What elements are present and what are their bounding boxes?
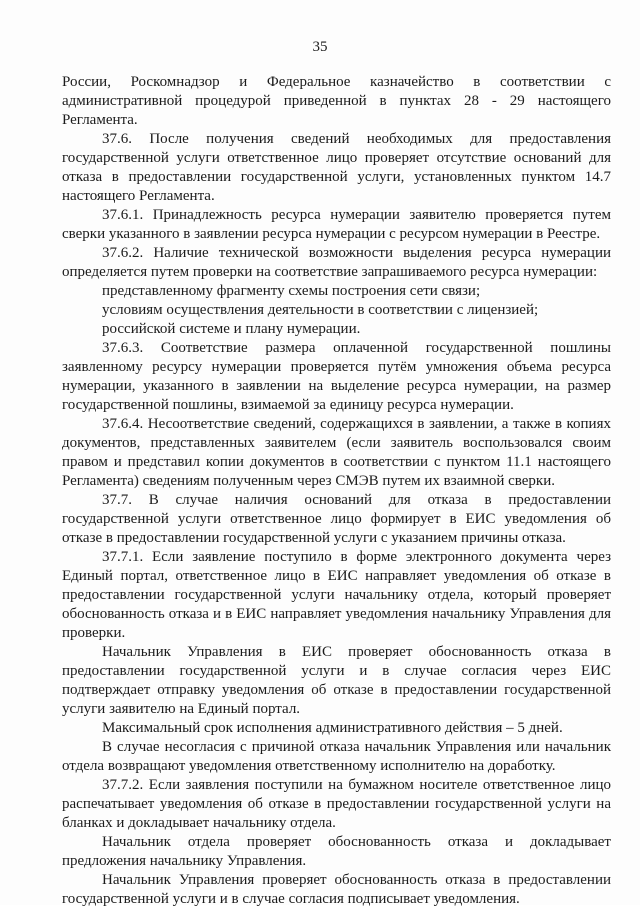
paragraph-37-6-4: 37.6.4. Несоответствие сведений, содержащихся в заявлении, а также в копиях документов, представленных заявителем (если заявитель воспользовался своим правом и представил копии документов в соответствии с пунктом 11.1 настоящего Регламента) сведениям полученным через СМЭВ путем их взаимной сверки. (62, 416, 611, 489)
paragraph-37-7: 37.7. В случае наличия оснований для отказа в предоставлении государственной услуги ответственное лицо формирует в ЕИС уведомления об отказе в предоставлении государственной услуги с указанием причины отказа. (62, 492, 611, 546)
paragraph-37-6-1: 37.6.1. Принадлежность ресурса нумерации заявителю проверяется путем сверки указанного в заявлении ресурса нумерации с ресурсом нумерации в Реестре. (62, 207, 611, 242)
paragraph-management-head: Начальник Управления проверяет обоснованность отказа в предоставлении государственной услуги и в случае согласия подписывает уведомления. (62, 872, 611, 907)
paragraph-head-check: Начальник Управления в ЕИС проверяет обоснованность отказа в предоставлении государственной услуги и в случае согласия через ЕИС подтверждает отправку уведомления об отказе в предоставлении государственной услуги заявителю на Единый портал. (62, 644, 611, 717)
paragraph-37-7-1: 37.7.1. Если заявление поступило в форме электронного документа через Единый портал, ответственное лицо в ЕИС направляет уведомления об отказе в предоставлении государственной услуги начальнику отдела, который проверяет обоснованность отказа и в ЕИС направляет уведомления начальнику Управления для проверки. (62, 549, 611, 641)
paragraph-department-head: Начальник отдела проверяет обоснованность отказа и докладывает предложения начальнику Управления. (62, 834, 611, 869)
paragraph-37-7-2: 37.7.2. Если заявления поступили на бумажном носителе ответственное лицо распечатывает уведомления об отказе в предоставлении государственной услуги на бланках и докладывает начальнику отдела. (62, 777, 611, 831)
list-item-numbering-plan: российской системе и плану нумерации. (102, 321, 361, 337)
list-item-license-conditions: условиям осуществления деятельности в соответствии с лицензией; (102, 302, 539, 318)
paragraph-37-6-3: 37.6.3. Соответствие размера оплаченной государственной пошлины заявленному ресурсу нумерации проверяется путём умножения объема ресурса нумерации, указанного в заявлении на выделение ресурса нумерации, на размер государственной пошлины, взимаемой за единицу ресурса нумерации. (62, 340, 611, 413)
paragraph-disagreement: В случае несогласия с причиной отказа начальник Управления или начальник отдела возвращают уведомления ответственному исполнителю на доработку. (62, 739, 611, 774)
paragraph-37-6: 37.6. После получения сведений необходимых для предоставления государственной услуги ответственное лицо проверяет отсутствие оснований для отказа в предоставлении государственной услуги, установленных пунктом 14.7 настоящего Регламента. (62, 131, 611, 204)
page-number: 35 (312, 39, 328, 55)
document-body (62, 73, 611, 909)
paragraph-37-6-2: 37.6.2. Наличие технической возможности выделения ресурса нумерации определяется путем проверки на соответствие запрашиваемого ресурса нумерации: (62, 245, 611, 280)
paragraph-max-term: Максимальный срок исполнения административного действия – 5 дней. (102, 720, 563, 736)
paragraph-continuation: России, Роскомнадзор и Федеральное казначейство в соответствии с административной процедурой приведенной в пунктах 28 - 29 настоящего Регламента. (62, 74, 611, 128)
list-item-network-scheme: представленному фрагменту схемы построения сети связи; (102, 283, 481, 299)
